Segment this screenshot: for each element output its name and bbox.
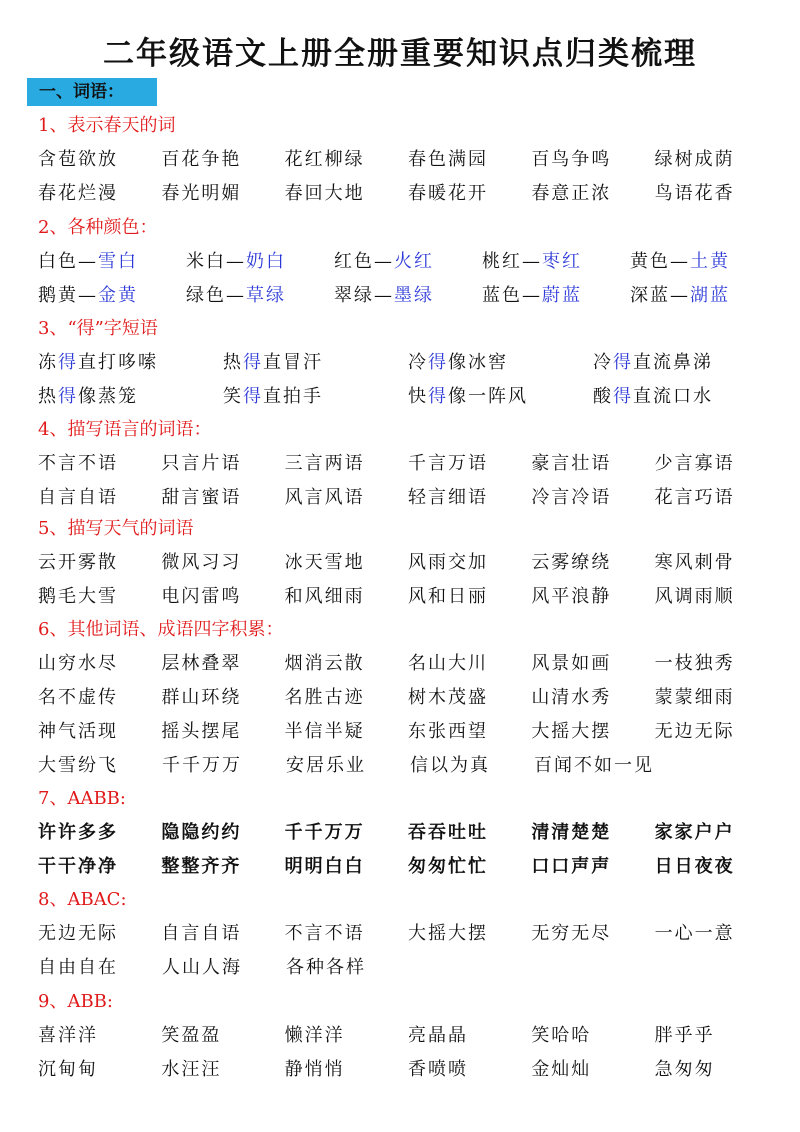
word: 冰天雪地 — [284, 552, 365, 573]
word: 各种各样 — [286, 957, 366, 978]
word: 百花争艳 — [161, 149, 242, 170]
word: 只言片语 — [161, 453, 242, 474]
word: 轻言细语 — [407, 487, 488, 508]
word: 鹅毛大雪 — [38, 586, 118, 607]
word: 急匆匆 — [654, 1059, 715, 1080]
word: 自由自在 — [38, 957, 118, 978]
word: 风和日丽 — [407, 586, 488, 607]
word: 自言自语 — [38, 487, 118, 508]
section-weather-words — [38, 512, 778, 614]
word: 春花烂漫 — [38, 183, 118, 204]
word: 百闻不如一见 — [534, 755, 654, 776]
word: 家家户户 — [654, 822, 735, 843]
word: 微风习习 — [161, 552, 242, 573]
word: 春意正浓 — [531, 183, 612, 204]
section-heading: 9、ABB: — [38, 991, 113, 1012]
word-row — [38, 850, 778, 884]
word: 半信半疑 — [284, 721, 365, 742]
word: 明明白白 — [284, 856, 365, 877]
word: 金灿灿 — [531, 1059, 592, 1080]
word: 安居乐业 — [286, 755, 366, 776]
word: 烟消云散 — [284, 653, 365, 674]
section-tag: 一、词语： — [27, 78, 157, 106]
word: 风景如画 — [531, 653, 612, 674]
page-title: 二年级语文上册全册重要知识点归类梳理 — [103, 36, 697, 72]
word-row — [38, 681, 778, 715]
section-de-phrases — [38, 312, 778, 414]
word: 春色满园 — [407, 149, 488, 170]
word: 名胜古迹 — [284, 687, 365, 708]
color-pair: 红色—火红 — [334, 251, 434, 272]
section-spring — [38, 109, 778, 211]
color-pair: 蓝色—蔚蓝 — [482, 285, 582, 306]
word-row — [38, 580, 778, 614]
word-row — [38, 177, 778, 211]
word: 笑哈哈 — [531, 1025, 592, 1046]
word: 摇头摆尾 — [161, 721, 242, 742]
section-heading: 8、ABAC: — [38, 889, 127, 910]
word: 自言自语 — [161, 923, 242, 944]
word: 千千万万 — [162, 755, 242, 776]
section-heading: 6、其他词语、成语四字积累： — [38, 619, 284, 640]
word-row — [38, 1019, 778, 1053]
section-aabb — [38, 782, 778, 884]
word-row — [38, 749, 778, 783]
word-row — [38, 951, 778, 985]
word: 层林叠翠 — [161, 653, 242, 674]
word-row — [38, 380, 778, 414]
word: 喜洋洋 — [38, 1025, 98, 1046]
word: 群山环绕 — [161, 687, 242, 708]
word: 大摇大摆 — [531, 721, 612, 742]
word: 少言寡语 — [654, 453, 735, 474]
de-phrase: 热得像蒸笼 — [38, 386, 138, 407]
word: 静悄悄 — [284, 1059, 345, 1080]
de-phrase: 快得像一阵风 — [408, 386, 528, 407]
word: 风调雨顺 — [654, 586, 735, 607]
word: 云雾缭绕 — [531, 552, 612, 573]
word: 名不虚传 — [38, 687, 118, 708]
word: 无穷无尽 — [531, 923, 612, 944]
color-pair: 白色—雪白 — [38, 251, 138, 272]
word: 千千万万 — [284, 822, 365, 843]
word: 花红柳绿 — [284, 149, 365, 170]
word: 风平浪静 — [531, 586, 612, 607]
word-row — [38, 447, 778, 481]
word: 名山大川 — [407, 653, 488, 674]
section-heading: 1、表示春天的词 — [38, 115, 176, 136]
section-language-words — [38, 413, 778, 515]
word: 香喷喷 — [407, 1059, 468, 1080]
word: 山清水秀 — [531, 687, 612, 708]
word-row — [38, 816, 778, 850]
color-pair: 桃红—枣红 — [482, 251, 582, 272]
color-pair: 鹅黄—金黄 — [38, 285, 138, 306]
word-row — [38, 917, 778, 951]
section-abac — [38, 883, 778, 985]
word-row — [38, 346, 778, 380]
word: 一枝独秀 — [654, 653, 735, 674]
word-row — [38, 481, 778, 515]
word: 干干净净 — [38, 856, 118, 877]
word: 山穷水尽 — [38, 653, 118, 674]
word: 大雪纷飞 — [38, 755, 118, 776]
word: 电闪雷鸣 — [161, 586, 242, 607]
word: 无边无际 — [654, 721, 735, 742]
word: 云开雾散 — [38, 552, 118, 573]
word: 寒风刺骨 — [654, 552, 735, 573]
word: 绿树成荫 — [654, 149, 735, 170]
word: 亮晶晶 — [407, 1025, 468, 1046]
section-heading: 7、AABB: — [38, 788, 126, 809]
word: 无边无际 — [38, 923, 118, 944]
word: 口口声声 — [531, 856, 612, 877]
de-phrase: 冻得直打哆嗦 — [38, 352, 158, 373]
section-heading: 5、描写天气的词语 — [38, 518, 194, 539]
word-row — [38, 279, 778, 313]
word: 春回大地 — [284, 183, 365, 204]
word-row — [38, 647, 778, 681]
word-row — [38, 245, 778, 279]
word: 清清楚楚 — [531, 822, 612, 843]
word: 水汪汪 — [161, 1059, 222, 1080]
word: 不言不语 — [38, 453, 118, 474]
word: 冷言冷语 — [531, 487, 612, 508]
word: 隐隐约约 — [161, 822, 242, 843]
word: 东张西望 — [407, 721, 488, 742]
color-pair: 绿色—草绿 — [186, 285, 286, 306]
word: 三言两语 — [284, 453, 365, 474]
word: 蒙蒙细雨 — [654, 687, 735, 708]
word: 树木茂盛 — [407, 687, 488, 708]
de-phrase: 热得直冒汗 — [223, 352, 323, 373]
word: 春暖花开 — [407, 183, 488, 204]
word: 豪言壮语 — [531, 453, 612, 474]
section-colors — [38, 211, 778, 313]
word: 和风细雨 — [284, 586, 365, 607]
section-heading: 4、描写语言的词语： — [38, 419, 212, 440]
word: 花言巧语 — [654, 487, 735, 508]
word: 懒洋洋 — [284, 1025, 345, 1046]
section-idioms — [38, 613, 778, 783]
word: 风雨交加 — [407, 552, 488, 573]
word: 笑盈盈 — [161, 1025, 222, 1046]
word: 胖乎乎 — [654, 1025, 715, 1046]
de-phrase: 冷得像冰窖 — [408, 352, 508, 373]
de-phrase: 酸得直流口水 — [593, 386, 713, 407]
color-pair: 深蓝—湖蓝 — [630, 285, 730, 306]
word: 匆匆忙忙 — [407, 856, 488, 877]
word: 整整齐齐 — [161, 856, 242, 877]
word: 春光明媚 — [161, 183, 242, 204]
word: 风言风语 — [284, 487, 365, 508]
word: 百鸟争鸣 — [531, 149, 612, 170]
word-row — [38, 715, 778, 749]
color-pair: 翠绿—墨绿 — [334, 285, 434, 306]
section-abb — [38, 985, 778, 1087]
word: 一心一意 — [654, 923, 735, 944]
word: 大摇大摆 — [407, 923, 488, 944]
color-pair: 黄色—土黄 — [630, 251, 730, 272]
word: 吞吞吐吐 — [407, 822, 488, 843]
word: 日日夜夜 — [654, 856, 735, 877]
word-row — [38, 143, 778, 177]
word: 甜言蜜语 — [161, 487, 242, 508]
word: 鸟语花香 — [654, 183, 735, 204]
word: 千言万语 — [407, 453, 488, 474]
word: 许许多多 — [38, 822, 118, 843]
word: 不言不语 — [284, 923, 365, 944]
word: 人山人海 — [162, 957, 242, 978]
word: 信以为真 — [410, 755, 490, 776]
section-heading: 3、“得”字短语 — [38, 318, 158, 339]
section-heading: 2、各种颜色： — [38, 217, 158, 238]
word: 沉甸甸 — [38, 1059, 98, 1080]
word-row — [38, 1053, 778, 1087]
de-phrase: 冷得直流鼻涕 — [593, 352, 713, 373]
color-pair: 米白—奶白 — [186, 251, 286, 272]
word: 神气活现 — [38, 721, 118, 742]
word-row — [38, 546, 778, 580]
word: 含苞欲放 — [38, 149, 118, 170]
de-phrase: 笑得直拍手 — [223, 386, 323, 407]
